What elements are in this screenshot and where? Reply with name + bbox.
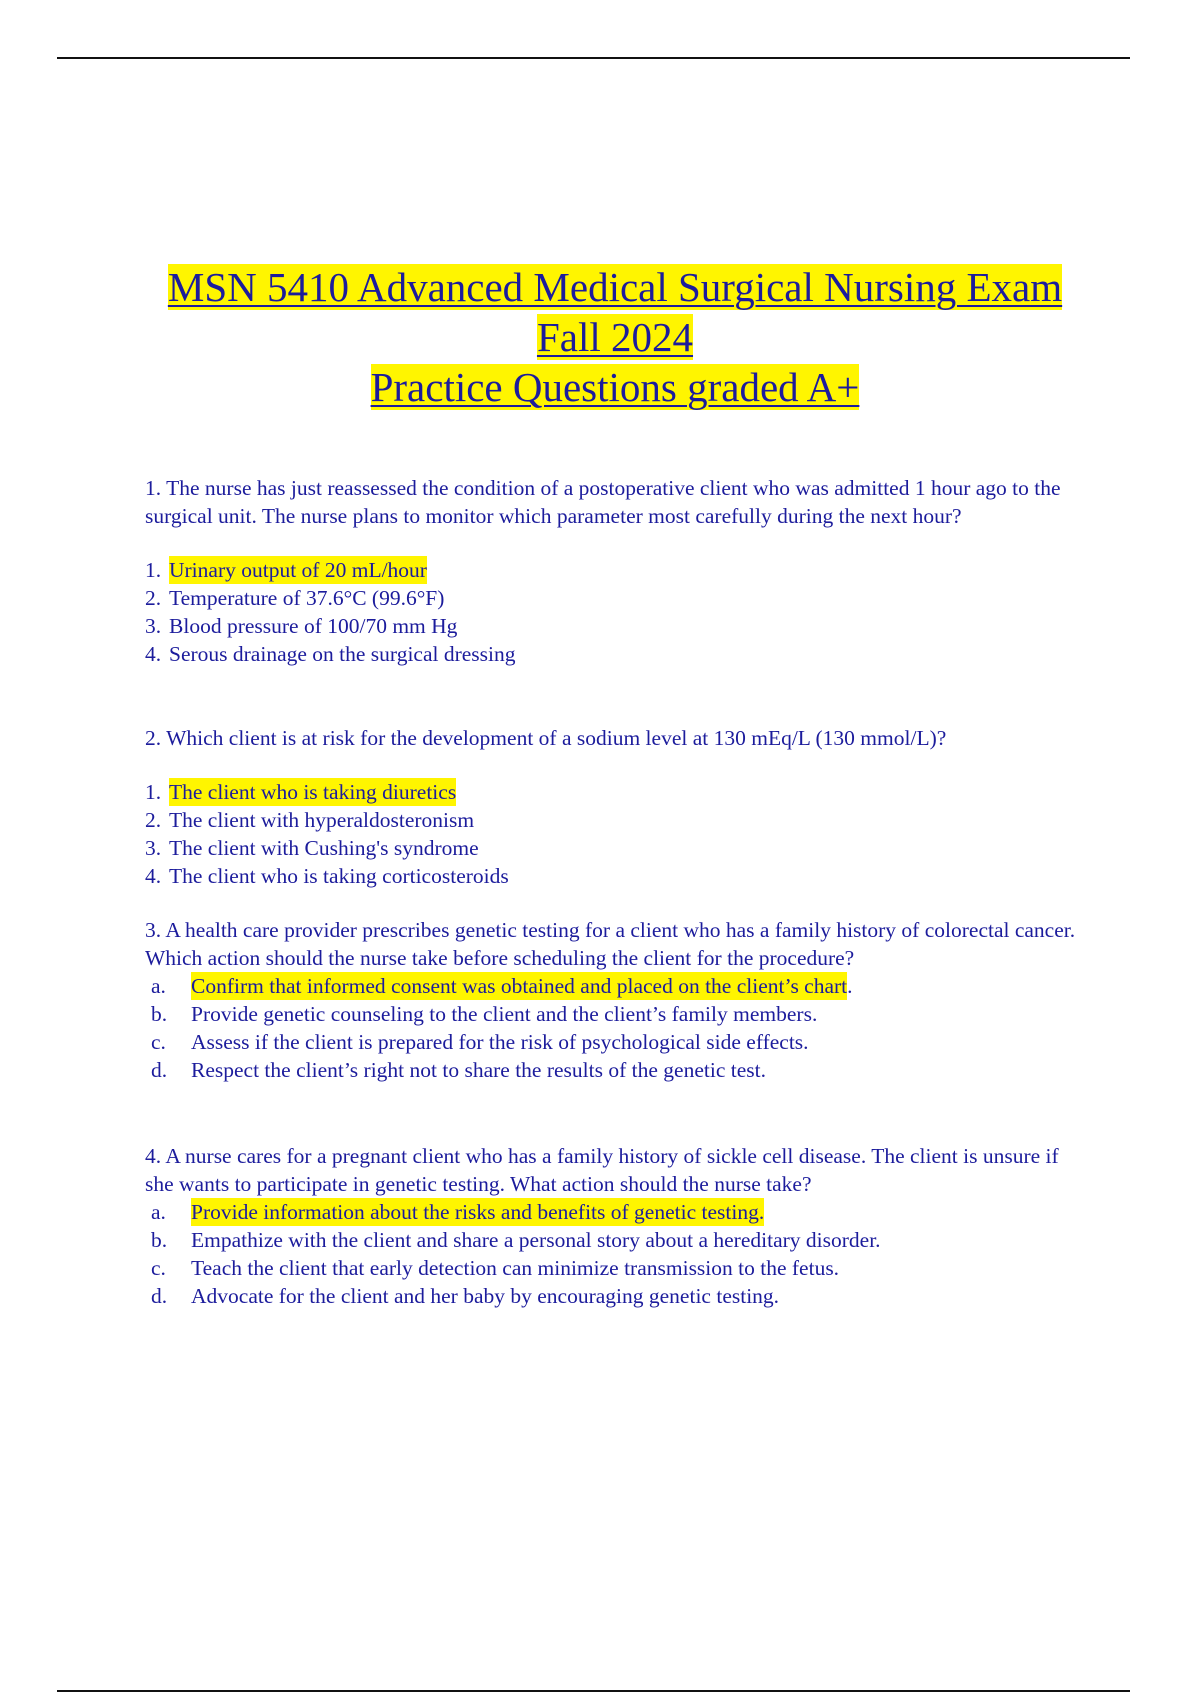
option: 1. The client who is taking diuretics [145, 780, 457, 804]
option: d. Respect the client’s right not to share the results of the genetic test. [151, 1058, 766, 1082]
option: d. Advocate for the client and her baby by encouraging genetic testing. [151, 1284, 780, 1308]
option: b. Provide genetic counseling to the client and the client’s family members. [151, 1002, 818, 1026]
option: 3. The client with Cushing's syndrome [145, 836, 479, 860]
option: b. Empathize with the client and share a personal story about a hereditary disorder. [151, 1228, 881, 1252]
question-3-options [145, 972, 1090, 1084]
option: 4. The client who is taking corticosteroids [145, 864, 509, 888]
option: 1. Urinary output of 20 mL/hour [145, 558, 427, 582]
top-rule [57, 57, 1130, 59]
document-title [120, 262, 1110, 412]
bottom-rule [57, 1690, 1130, 1692]
question-1-stem: 1. The nurse has just reassessed the condition of a postoperative client who was admitted 1 hour ago to the surgical unit. The nurse plans to monitor which parameter most carefully during the next hour? [145, 476, 1061, 528]
option: 4. Serous drainage on the surgical dressing [145, 642, 516, 666]
correct-answer-highlight: Provide information about the risks and benefits of genetic testing. [191, 1200, 765, 1224]
option: a. Confirm that informed consent was obtained and placed on the client’s chart . [151, 974, 853, 998]
question-3-stem: 3. A health care provider prescribes genetic testing for a client who has a family history of colorectal cancer. Which action should the nurse take before scheduling the client for the procedure? [145, 918, 1076, 970]
option: 2. Temperature of 37.6°C (99.6°F) [145, 586, 445, 610]
question-4-stem: 4. A nurse cares for a pregnant client who has a family history of sickle cell disease. The client is unsure if she wants to participate in genetic testing. What action should the nurse take? [145, 1144, 1059, 1196]
question-2-options [145, 778, 1090, 890]
question-2-stem: 2. Which client is at risk for the development of a sodium level at 130 mEq/L (130 mmol/L)? [145, 726, 947, 750]
option: c. Assess if the client is prepared for the risk of psychological side effects. [151, 1030, 809, 1054]
title-line: MSN 5410 Advanced Medical Surgical Nursing Exam [167, 264, 1063, 310]
question-1-options [145, 556, 1090, 668]
correct-answer-highlight: The client who is taking diuretics [169, 780, 457, 804]
question-list [145, 474, 1090, 1310]
title-line: Practice Questions graded A+ [370, 364, 860, 410]
correct-answer-highlight: Urinary output of 20 mL/hour [169, 558, 427, 582]
option: c. Teach the client that early detection can minimize transmission to the fetus. [151, 1256, 840, 1280]
title-line: Fall 2024 [536, 314, 694, 360]
correct-answer-highlight: Confirm that informed consent was obtained and placed on the client’s chart [191, 974, 848, 998]
option: a. Provide information about the risks and benefits of genetic testing. [151, 1200, 765, 1224]
option: 2. The client with hyperaldosteronism [145, 808, 475, 832]
option: 3. Blood pressure of 100/70 mm Hg [145, 614, 458, 638]
question-4-options [145, 1198, 1090, 1310]
